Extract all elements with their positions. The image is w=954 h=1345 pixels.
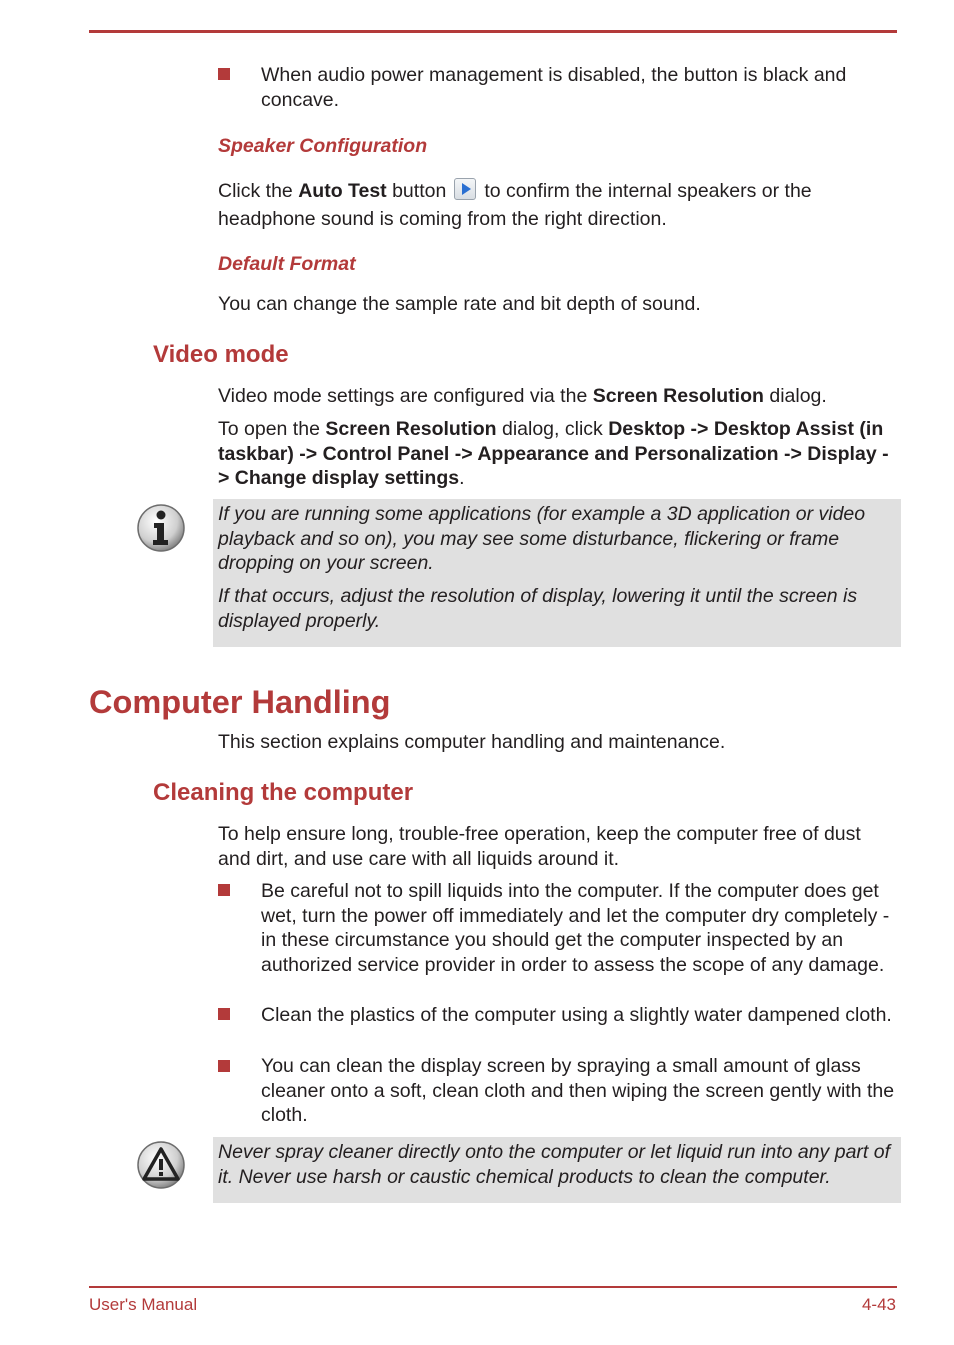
cleaning-heading: Cleaning the computer — [153, 779, 414, 806]
default-format-paragraph: You can change the sample rate and bit depth of sound. — [218, 293, 701, 315]
video-text-4: dialog, click — [496, 418, 609, 440]
video-text-5: . — [459, 467, 465, 489]
cleaning-intro: To help ensure long, trouble-free operation, keep the computer free of dust and dirt, and use care with all liquids around it. — [218, 823, 861, 870]
auto-test-label: Auto Test — [298, 180, 387, 202]
video-mode-paragraph-2 — [218, 417, 898, 491]
warning-icon — [136, 1140, 186, 1190]
bullet-marker — [218, 884, 230, 896]
speaker-config-heading: Speaker Configuration — [218, 135, 428, 157]
speaker-text-3: to confirm the internal speakers or the headphone sound is coming from the right direction. — [218, 180, 812, 230]
bullet-marker — [218, 68, 230, 80]
video-bold-1: Screen Resolution — [592, 385, 764, 407]
computer-handling-heading: Computer Handling — [89, 684, 391, 720]
speaker-text-1: Click the — [218, 180, 299, 202]
video-bold-2: Screen Resolution — [325, 418, 497, 440]
info-icon — [136, 503, 186, 553]
video-mode-paragraph-1 — [218, 384, 898, 409]
speaker-config-paragraph — [218, 177, 898, 233]
cleaning-bullet-3: You can clean the display screen by spraying a small amount of glass cleaner onto a soft, clean cloth and then wiping the screen gently with the cloth. — [261, 1055, 895, 1126]
warning-note-text: Never spray cleaner directly onto the computer or let liquid run into any part of it. Never use harsh or caustic chemical products to clean the computer. — [218, 1141, 891, 1188]
footer-rule — [89, 1286, 897, 1288]
video-mode-heading: Video mode — [153, 341, 289, 368]
cleaning-bullet-2: Clean the plastics of the computer using a slightly water dampened cloth. — [261, 1004, 892, 1026]
play-icon — [454, 178, 476, 200]
video-text-2: dialog. — [763, 385, 827, 407]
bullet-marker — [218, 1060, 230, 1072]
page-number: 4-43 — [861, 1295, 896, 1314]
computer-handling-intro: This section explains computer handling and maintenance. — [218, 731, 726, 753]
video-text-1: Video mode settings are configured via the — [218, 385, 593, 407]
header-rule — [89, 30, 897, 33]
speaker-text-2: button — [386, 180, 447, 202]
bullet-marker — [218, 1008, 230, 1020]
audio-bullet-text: When audio power management is disabled, the button is black and concave. — [261, 64, 847, 111]
default-format-heading: Default Format — [218, 253, 356, 275]
info-note-text-2: If that occurs, adjust the resolution of display, lowering it until the screen is displayed properly. — [218, 585, 858, 632]
cleaning-bullet-1: Be careful not to spill liquids into the computer. If the computer does get wet, turn the power off immediately and let the computer dry completely - in these circumstance you should get the computer inspected by an authorized service provider in order to assess the scope of any damage. — [261, 880, 890, 976]
video-text-3: To open the — [218, 418, 326, 440]
info-note-text-1: If you are running some applications (for example a 3D application or video playback and so on), you may see some disturbance, flickering or frame dropping on your screen. — [218, 503, 866, 574]
video-bold-3: Desktop -> Desktop Assist (in taskbar) -> Control Panel -> Appearance and Personalization -> Display -> Change display settings — [218, 418, 889, 489]
footer-title: User's Manual — [89, 1295, 198, 1314]
